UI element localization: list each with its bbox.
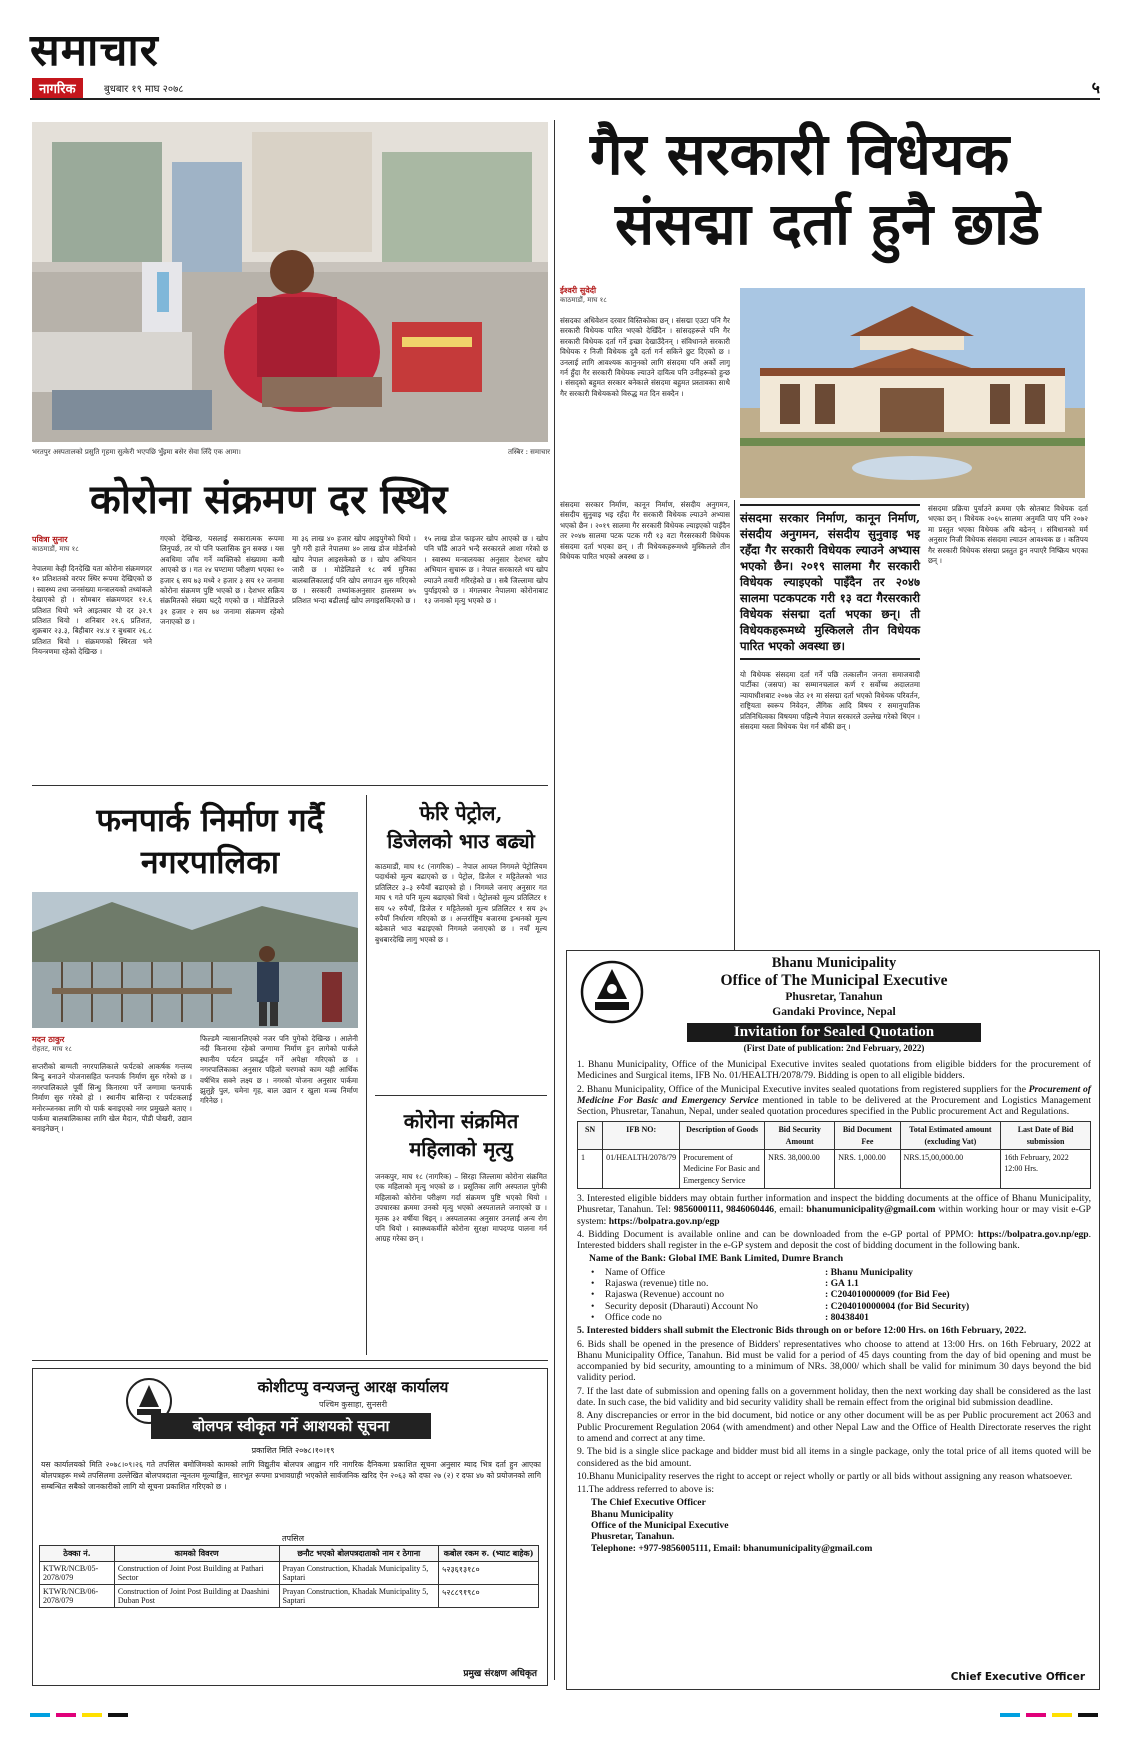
koshi-cell-amount: ५२८८९१९८० xyxy=(439,1585,539,1608)
bill-pullquote-text: संसदमा सरकार निर्माण, कानून निर्माण, संसदीय अनुगमन, संसदीय सुनुवाइ भइ रहँदा गैर सरकारी विधेयक ल्याउने अभ्यास भएको छैन। २०१९ सालमा गैर सरकारी विधेयक ल्याइएको पाइँदैन तर २०४७ सालमा पटकपटक गरी १३ वटा गैरसरकारी विधेयक संसद्मा दर्ता भएका छन्। ती विधेयकहरूमध्ये मुस्किलले तीन विधेयक पारित भएको अवस्था छ। xyxy=(740,511,920,653)
bill-byline-block xyxy=(560,285,730,309)
list-item: • Name of Office : Bhanu Municipality xyxy=(591,1266,913,1278)
bhanu-bank-value: : C204010000004 (for Bid Security) xyxy=(825,1300,970,1312)
koshi-notice xyxy=(32,1368,548,1686)
bhanu-th-desc: Description of Goods xyxy=(680,1122,765,1150)
koshi-published: प्रकाशित मिति २०७८।१०।१९ xyxy=(251,1446,335,1455)
bhanu-item-10: 10.Bhanu Municipality reserves the right to accept or reject wholly or partly or all bids without assigning any reason whatsoever. xyxy=(577,1470,1073,1482)
corona-byline-block xyxy=(32,534,144,558)
bhanu-notice xyxy=(566,950,1100,1690)
list-item: • Security deposit (Dharauti) Account No : C204010000004 (for Bid Security) xyxy=(591,1300,970,1312)
bill-headline-line1: गैर सरकारी विधेयक xyxy=(590,120,1010,188)
bhanu-first-date: (First Date of publication: 2nd February, 2022) xyxy=(743,1043,925,1053)
koshi-signature: प्रमुख संरक्षण अधिकृत xyxy=(463,1669,537,1679)
parliament-photo xyxy=(740,288,1085,498)
bhanu-bank-label: Rajaswa (Revenue) account no xyxy=(605,1289,725,1301)
corona-column-4: १५ लाख डोज फाइजर खोप आएको छ । खोप पनि चाँडै आउने भन्दै सरकारले आशा गरेको छ । स्वास्थ्य मन्त्रालयका अनुसार देशभर खोप अभियान सुचारू छ । नेपाल सरकारले थप खोप ल्याउने तयारी गरिरहेको छ । सबै जिल्लामा खोप पुर्याइएको छ । मंगलबार नेपालमा कोरोनाबाट १३ जनाको मृत्यु भएको छ । xyxy=(424,534,548,606)
bhanu-th-estimate: Total Estimated amount (excluding Vat) xyxy=(900,1122,1001,1150)
bhanu-bank-value: : C204010000009 (for Bid Fee) xyxy=(825,1289,950,1301)
bill-byline: ईश्वरी सुवेदी xyxy=(560,285,597,295)
corona-column-1: नेपालमा केही दिनदेखि यता कोरोना संक्रमणदर १० प्रतिशतको वरपर स्थिर रूपमा देखिएको छ । स्वास्थ्य तथा जनसंख्या मन्त्रालयको तथ्यांकले देखाएको हो । सोमबार संक्रमणदर १२.६ प्रतिशत थियो भने आइतबार यो दर ३२.९ प्रतिशत थियो । शनिबार २१.६ प्रतिशत, शुक्रबार २३.३, बिहीबार २४.४ र बुधबार २६.८ प्रतिशत थियो । संक्रमणको स्थिरता भने नियन्त्रणमा रहेको देखिन्छ । xyxy=(32,564,152,657)
bhanu-bank-label: Security deposit (Dharauti) Account No xyxy=(605,1300,758,1312)
bhanu-item-11: 11.The address referred to above is: xyxy=(577,1484,715,1496)
corona-dateline: काठमाडौं, माघ १८ xyxy=(32,545,79,553)
bhanu-item-2 xyxy=(577,1084,1091,1118)
bhanu-bank-label: Rajaswa (revenue) title no. xyxy=(605,1278,709,1290)
bhanu-item-3 xyxy=(577,1193,1091,1227)
table-row xyxy=(40,1585,539,1608)
nagarik-badge: नागरिक xyxy=(32,78,83,98)
hospital-photo-caption: भरतपुर अस्पतालको प्रसुति गृहमा सुत्केरी भएपछि भुँइमा बसेर सेवा लिँदै एक आमा। xyxy=(32,448,241,456)
bhanu-cell-lastdate: 16th February, 2022 12:00 Hrs. xyxy=(1001,1150,1091,1189)
section-title: समाचार xyxy=(30,25,159,76)
bhanu-address-line: Office of the Municipal Executive xyxy=(591,1519,729,1531)
bhanu-address-block xyxy=(577,1497,1091,1553)
bhanu-item-2-b: Procurement of Medicine For Basic and Emergency Service xyxy=(577,1083,1091,1106)
bhanu-cell-security: NRS. 38,000.00 xyxy=(765,1150,835,1189)
bhanu-item-4-a: 4. Bidding Document is available online and can be downloaded from the e-GP portal of PPMO: xyxy=(577,1228,978,1240)
bhanu-bank-value: : GA 1.1 xyxy=(825,1278,859,1290)
funpark-headline-line1: फनपार्क निर्माण गर्दै xyxy=(96,801,324,839)
print-registration-bar-black xyxy=(108,1713,128,1717)
bhanu-office: Office of The Municipal Executive xyxy=(720,972,948,989)
corona-column-2: गएको देखिन्छ, यसलाई सकारात्मक रूपमा लिनुपर्छ, तर यो पनि फलासिक हुन सक्छ । यस अवधिमा जाँच गर्ने व्यक्तिको संख्यामा कमी आएको छ । गत २४ घण्टामा परीक्षण भएका १० हजार ६ सय ७३ मध्ये २ हजार ३ सय १२ जनामा कोरोना संक्रमण पुष्टि भएको छ । देशभर सक्रिय संक्रमितको संख्या घट्दै गएको छ । मोडेलिङले ३१ हजार २ सय ७४ जनामा संक्रमण रहेको जनाएको छ । xyxy=(160,534,284,627)
bhanu-address-line: Bhanu Municipality xyxy=(591,1508,674,1520)
mother-headline-line1: कोरोना संक्रमित xyxy=(403,1109,519,1133)
print-registration-bar-cyan xyxy=(1000,1713,1020,1717)
funpark-byline: मदन ठाकुर xyxy=(32,1034,65,1044)
funpark-column-2: फिल्डमै न्यासानलिएको नजर पनि पुगेको देखिन्छ । आलेनी नदी किनारमा रहेको जग्गामा निर्माण हुन लागेको पार्कले स्थानीय पर्यटन प्रवर्द्धन गर्ने अपेक्षा गरिएको छ । नगरपालिकाका अनुसार पहिलो चरणको काम यही आर्थिक वर्षभित्र सक्ने लक्ष्य छ । नगरको योजना अनुसार पार्कमा झुलुङ्गे पुल, चमेना गृह, बाल उद्यान र खुला मञ्च निर्माण गरिनेछ । xyxy=(200,1034,358,1106)
bhanu-item-7: 7. If the last date of submission and opening falls on a government holiday, then the next working day shall be considered as the last date. In such case, the bid validity and bid security validity shall be remain effect from the original bid submission deadline. xyxy=(577,1385,1091,1409)
bill-dateline: काठमाडौं, माघ १८ xyxy=(560,296,607,304)
list-item: • Rajaswa (revenue) title no. : GA 1.1 xyxy=(591,1278,859,1290)
koshi-address: पश्चिम कुसाहा, सुनसरी xyxy=(318,1400,388,1409)
bhanu-cell-estimate: NRS.15,00,000.00 xyxy=(900,1150,1001,1189)
bhanu-item-9: 9. The bid is a single slice package and bidder must bid all items in a single package, only the total price of all items quoted will be considered as the bid amount. xyxy=(577,1446,1091,1469)
bhanu-telephone: Telephone: +977-9856005111, Email: bhanumunicipality@gmail.com xyxy=(591,1542,873,1554)
bhanu-egp-link[interactable]: https://bolpatra.gov.np/egp xyxy=(608,1215,720,1227)
bhanu-address-line: Phusretar, Tanahun. xyxy=(591,1531,675,1543)
bhanu-phone: 9856000111, 9846060446 xyxy=(673,1204,775,1216)
bhanu-th-sn: SN xyxy=(578,1122,603,1150)
koshi-body: यस कार्यालयको मिति २०७८।०९।२६ गते तपसिल बमोजिमको कामको लागि विद्युतीय बोलपत्र आह्वान गरि नागरिक दैनिकमा प्रकाशित सूचना अनुसार म्याद भित्र दर्ता हुन आएका बोलपत्रहरू मध्ये तपसिलमा उल्लेखित बोलपत्रदाता न्यूनतम मूल्याङ्कित, सारभूत रूपमा प्रभावग्राही भएकोले सार्वजनिक खरिद ऐन २०६३ को दफा २७ (२) र दफा ४७ को प्रयोजनको लागि सम्बन्धित सबैको जानकारीको लागि यो सूचना प्रकाशित गरिएको छ । xyxy=(41,1460,541,1491)
koshi-cell-bidder: Prayan Construction, Khadak Municipality 5, Saptari xyxy=(279,1585,439,1608)
bhanu-item-6: 6. Bids shall be opened in the presence of Bidders' representatives who choose to attend at 13:00 Hrs. on 16th February, 2022 at Bhanu Municipality Office, Tanahun. Bid must be valid for a period of 45 days counting from the day of bid opening and must be accompanied by bid security, amounting to a minimum of NRs. 38,000/ which shall be valid for minimum 30 days beyond the bid validity period. xyxy=(577,1338,1091,1384)
bill-headline-line2: संसद्मा दर्ता हुनै छाडे xyxy=(615,190,1041,258)
funpark-photo xyxy=(32,892,358,1028)
koshi-table-header-row xyxy=(40,1546,539,1562)
koshi-th-work: कामको विवरण xyxy=(114,1546,279,1562)
bhanu-bank-label: Name of Office xyxy=(605,1266,666,1278)
issue-date: बुधबार १९ माघ २०७८ xyxy=(104,84,184,95)
print-registration-bar-yellow xyxy=(1052,1713,1072,1717)
corona-bottom-rule xyxy=(32,785,548,786)
hospital-photo xyxy=(32,122,548,442)
koshi-title: बोलपत्र स्वीकृत गर्ने आशयको सूचना xyxy=(151,1413,431,1439)
bhanu-item-8: 8. Any discrepancies or error in the bid document, bid notice or any other document will be as per Public procurement act 2063 and Public Procurement Regulation 2064 (with amendment) and other Nepal Law and the Office of Health Directorate reserves the right to amend and correct at any time. xyxy=(577,1410,1091,1444)
koshi-cell-work: Construction of Joint Post Building at Pathari Sector xyxy=(114,1562,279,1585)
koshi-cell-contract: KTWR/NCB/06-2078/079 xyxy=(40,1585,115,1608)
petrol-bottom-rule xyxy=(375,1095,547,1096)
bhanu-cell-desc: Procurement of Medicine For Basic and Emergency Service xyxy=(680,1150,765,1189)
bill-column-2: यो विधेयक संसदमा दर्ता गर्ने पछि तत्कालीन जनता समाजवादी पार्टीका (जसपा) का सम्मानचलाल कर्ण र सर्वोच्च अदालतमा न्यायाधीशबाट २०७७ जेठ २१ मा संसद्मा दर्ता भएको विधेयक परिवर्तन, राष्ट्रियता स्वरूप निवेदन, लैंगिक आदि विषय र समानुपातिक प्रतिनिधित्वका विषयमा पहिल्यै नेपाल सरकारले उल्लेख गरेको थिएन । संसदमा यस्ता विधेयक पेश गर्न बाँकी छन् । xyxy=(740,670,920,732)
koshi-cell-contract: KTWR/NCB/05-2078/079 xyxy=(40,1562,115,1585)
bhanu-item-1: 1. Bhanu Municipality, Office of the Municipal Executive invites sealed quotations from eligible bidders for the procurement of Medicines and Surgical items, IFB No. 01/HEALTH/2078/79. Bidding is open to all eligible bidders. xyxy=(577,1059,1091,1082)
bhanu-item-2-c: mentioned in table to be delivered at the Procurement and Logistics Management Section, Phusretar, Tanahun, Nepal, under sealed quotation procedures specified in the Public procurement Act and Regulations. xyxy=(577,1094,1091,1118)
list-item: • Office code no : 80438401 xyxy=(591,1311,869,1323)
bhanu-location: Phusretar, Tanahun xyxy=(785,991,883,1003)
koshi-office-name: कोशीटप्पु वन्यजन्तु आरक्ष कार्यालय xyxy=(257,1378,449,1396)
bhanu-item-4 xyxy=(577,1229,1091,1252)
koshi-cell-work: Construction of Joint Post Building at Daashini Duban Post xyxy=(114,1585,279,1608)
koshi-table-wrap xyxy=(39,1545,539,1608)
corona-byline: पवित्रा सुनार xyxy=(32,534,68,544)
hospital-photo-credit: तस्बिर : समाचार xyxy=(507,448,550,456)
masthead xyxy=(30,18,1100,110)
bhanu-org: Bhanu Municipality xyxy=(771,955,897,971)
bhanu-item-4-b: . Interested bidders shall register in the e-GP system and deposit the cost of bidding document in the following bank. xyxy=(577,1228,1091,1252)
print-registration-bar-magenta xyxy=(1026,1713,1046,1717)
page-main-divider xyxy=(554,120,555,1680)
bhanu-ppmo-link[interactable]: https://bolpatra.gov.np/egp xyxy=(977,1228,1089,1240)
koshi-th-amount: कबोल रकम रु. (भ्याट बाहेक) xyxy=(439,1546,539,1562)
koshi-cell-bidder: Prayan Construction, Khadak Municipality 5, Saptari xyxy=(279,1562,439,1585)
masthead-rule xyxy=(30,98,1100,100)
petrol-body: काठमाडौं, माघ १८ (नागरिक) – नेपाल आयल निगमले पेट्रोलियम पदार्थको मूल्य बढाएको छ । पेट्रोल, डिजेल र मट्टितेलको भाउ प्रतिलिटर ३–३ रुपैयाँ बढाएको हो । निगमले जनाए अनुसार गत माघ ९ गते पनि मूल्य बढाएको थियो । पेट्रोलको मूल्य प्रतिलिटर १ सय ५२ रुपैयाँ, डिजेल र मट्टितेलको मूल्य प्रतिलिटर १ सय ३५ रुपैयाँ निर्धारण गरिएको छ । अन्तर्राष्ट्रिय बजारमा इन्धनको मूल्य बढेकाले भाउ बढाइएको निगमले जनाएको छ । नयाँ मूल्य बुधबारदेखि लागु भएको छ । xyxy=(375,862,547,944)
bhanu-bank-list xyxy=(577,1267,1091,1323)
bhanu-province: Gandaki Province, Nepal xyxy=(772,1006,896,1018)
bhanu-signature: Chief Executive Officer xyxy=(950,1671,1085,1683)
bhanu-table-header-row xyxy=(578,1122,1091,1150)
bhanu-table xyxy=(577,1121,1091,1188)
bhanu-cell-ifb: 01/HEALTH/2078/79 xyxy=(603,1150,680,1189)
bhanu-bank-label: Office code no xyxy=(605,1311,662,1323)
bhanu-th-ifb: IFB NO: xyxy=(603,1122,680,1150)
koshi-th-contract: ठेक्का नं. xyxy=(40,1546,115,1562)
parliament-illustration xyxy=(740,288,1085,498)
bhanu-body-top xyxy=(577,1059,1091,1554)
petrol-headline-line1: फेरि पेट्रोल, xyxy=(419,801,503,825)
print-registration-bar-black xyxy=(1078,1713,1098,1717)
hospital-illustration xyxy=(32,122,548,442)
bhanu-bank-value: : Bhanu Municipality xyxy=(825,1266,913,1278)
bhanu-bank-value: : 80438401 xyxy=(825,1311,869,1323)
bhanu-address-line: The Chief Executive Officer xyxy=(591,1497,706,1509)
koshi-table xyxy=(39,1545,539,1608)
koshi-th-bidder: छनौट भएको बोलपत्रदाताको नाम र ठेगाना xyxy=(279,1546,439,1562)
bill-pullquote xyxy=(740,504,920,660)
bhanu-th-security: Bid Security Amount xyxy=(765,1122,835,1150)
bill-column-1b: संसदमा सरकार निर्माण, कानून निर्माण, संसदीय अनुगमन, संसदीय सुनुवाइ भइ रहँदा गैर सरकारी विधेयक ल्याउने अभ्यास भएको छैन । २०१९ सालमा गैर सरकारी विधेयक ल्याइएको पाइँदैन तर २०४७ सालमा पटक पटक गरी १३ वटा गैरसरकारी विधेयक संसदमा दर्ता भएका छन् । ती विधेयकहरूमध्ये मुस्किलले तीन विधेयक पारित भएको अवस्था छ । xyxy=(560,500,730,562)
table-row xyxy=(40,1562,539,1585)
petrol-headline-line2: डिजेलको भाउ बढ्यो xyxy=(387,829,535,853)
print-registration-bar-cyan xyxy=(30,1713,50,1717)
print-registration-bar-magenta xyxy=(56,1713,76,1717)
bhanu-cell-fee: NRS. 1,000.00 xyxy=(835,1150,900,1189)
funpark-byline-block xyxy=(32,1034,192,1058)
bill-column-divider xyxy=(734,500,735,965)
table-row xyxy=(578,1150,1091,1189)
print-registration-bar-yellow xyxy=(82,1713,102,1717)
bhanu-bank-intro: Name of the Bank: Global IME Bank Limited, Dumre Branch xyxy=(589,1253,844,1265)
bhanu-email-link[interactable]: bhanumunicipality@gmail.com xyxy=(806,1204,936,1216)
funpark-illustration xyxy=(32,892,358,1028)
bhanu-th-fee: Bid Document Fee xyxy=(835,1122,900,1150)
bill-column-3: संसदमा प्रक्रिया पुर्याउने क्रममा एकै स्रोतबाट विधेयक दर्ता भएका छन् । विधेयक २०६५ सालमा अनुमति पाए पनि २०७२ मा प्रस्तुत भएका विधेयक अघि बढेनन् । संविधानको मर्म अनुसार निजी विधेयक संसदमा ल्याउन आवश्यक छ । कतिपय गैर सरकारी विधेयक संसद्मा प्रस्तुत हुन नपाएरै निष्क्रिय भएका छन् । xyxy=(928,504,1088,566)
funpark-divider xyxy=(366,795,367,1355)
bhanu-item-3-b: , email: xyxy=(774,1204,807,1216)
mother-headline-line2: महिलाको मृत्यु xyxy=(409,1137,513,1161)
bhanu-item-5: 5. Interested bidders shall submit the Electronic Bids through on or before 12:00 Hrs. on 16th February, 2022. xyxy=(577,1325,1027,1337)
corona-headline: कोरोना संक्रमण दर स्थिर xyxy=(90,476,448,523)
left-bottom-rule xyxy=(32,1360,548,1361)
bhanu-th-lastdate: Last Date of Bid submission xyxy=(1001,1122,1091,1150)
list-item: • Rajaswa (Revenue) account no : C204010000009 (for Bid Fee) xyxy=(591,1289,950,1301)
bhanu-item-3-c: within working hour or may visit e-GP system: xyxy=(577,1204,1092,1227)
corona-column-3: मा ३६ लाख ४० हजार खोप आइपुगेको थियो । पुगै गरी हाले नेपालमा ४० लाख डोज मोडेर्नाको खोप नेपाल आइसकेको छ । खोप अभियान जारी छ । मोडेलिङले १८ वर्ष मुनिका बालबालिकालाई पनि खोप लगाउन सुरु गरिएको छ । सरकारी तथ्यांकअनुसार हालसम्म ७५ प्रतिशत भन्दा बढीलाई खोप लगाइसकिएको छ । xyxy=(292,534,416,606)
mother-body: जनकपुर, माघ १८ (नागरिक) – सिरहा जिल्लामा कोरोना संक्रमित एक महिलाको मृत्यु भएको छ । प्रसूतिका लागि अस्पताल पुगेकी महिलाको कोरोना परीक्षण गर्दा संक्रमण पुष्टि भएको थियो । उपचारका क्रममा उनको मृत्यु भएको अस्पतालले जनाएको छ । मृतक ३२ वर्षीया थिइन् । अस्पतालका अनुसार उनलाई अन्य रोग पनि थियो । स्वास्थ्यकर्मीले कोरोना सुरक्षा मापदण्ड पालना गर्न आग्रह गरेका छन् । xyxy=(375,1172,547,1244)
bill-column-1: संसदका अधिवेशन दरवार विस्तिकोका छन् । संसद्मा एउटा पनि गैर सरकारी विधेयक पारित भएको देखिँदैन । सांसदहरूले पनि गैर सरकारी विधेयक दर्ता गर्ने इच्छा देखाउँदैनन् । संविधानले सरकारी विधेयक र निजी विधेयक दुवै दर्ता गर्न सकिने छुट दिएको छ । उनलाई लागि आवश्यक कानुनको लागि संसदमा पनि अर्को लागू गर्न हुँदा गैर सरकारी विधेयक ल्याउने दायित्व पनि उनीहरूको हुन्छ । संसद्को बहुमत सरकार बनेकाले संसदमा बहुमत प्रस्तावका साथै गैर सरकारी विधेयकको विरुद्ध मत दिन सक्दैन । xyxy=(560,316,730,398)
bhanu-item-3-a: 3. Interested eligible bidders may obtain further information and inspect the bidding documents at the office of Bhanu Municipality, Phusretar, Tanahun. Tel: xyxy=(577,1192,1091,1216)
funpark-column-1: सप्तरीको बाग्मती नगरपालिकाले फर्पटको आकर्षक गन्तव्य बिन्दु बनाउने योजनासहित फनपार्क निर्माण सुरु गरेको छ । नगरपालिकाले पूर्वी सिन्धु किनारमा पर्ने जग्गामा फनपार्क निर्माण सुरु गरेको हो । स्थानीय बासिन्दा र पर्यटकलाई मनोरञ्जनका लागि यो पार्क बनाइएको नगर प्रमुखले बताए । पार्कमा बालबालिकाका लागि खेल मैदान, पौडी पोखरी, उद्यान बनाइनेछन् । xyxy=(32,1062,192,1134)
bhanu-item-2-a: 2. Bhanu Municipality, Office of the Municipal Executive invites sealed quotations from registered suppliers for the xyxy=(577,1083,1029,1095)
funpark-headline-line2: नगरपालिका xyxy=(140,843,280,881)
page-number: ५ xyxy=(1091,78,1100,97)
koshi-table-caption: तपसिल xyxy=(281,1534,304,1543)
koshi-cell-amount: ५२३६१३१८० xyxy=(439,1562,539,1585)
funpark-dateline: रोहतट, माघ १८ xyxy=(32,1045,73,1053)
bhanu-cell-sn: 1 xyxy=(578,1150,603,1189)
bhanu-title: Invitation for Sealed Quotation xyxy=(687,1023,981,1042)
